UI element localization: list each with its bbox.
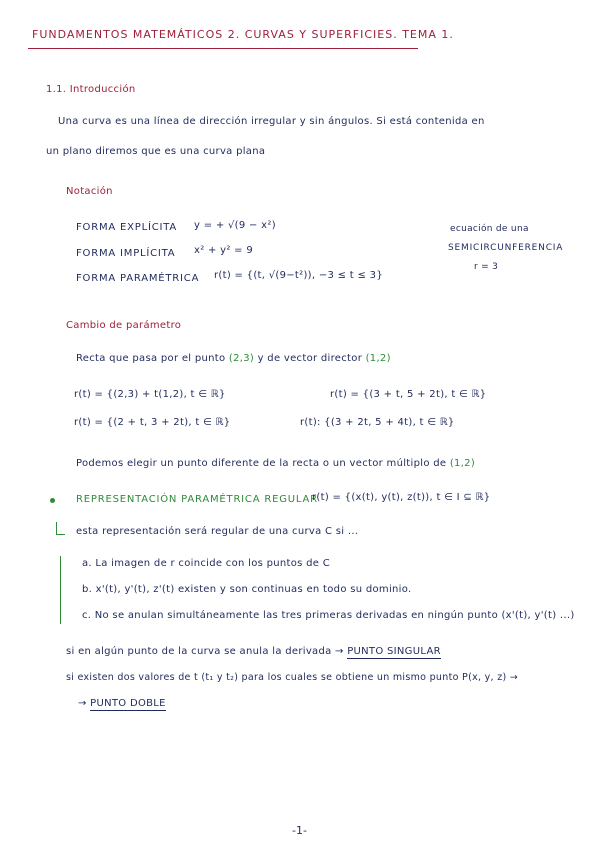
singular-line	[66, 646, 441, 657]
doble-line	[78, 698, 166, 709]
forma-implicita-label: FORMA IMPLÍCITA	[76, 248, 176, 259]
recta-punto: (2,3)	[228, 353, 255, 364]
cambio-title: Cambio de parámetro	[66, 320, 182, 331]
param-eq-1: r(t) = {(2,3) + t(1,2), t ∈ ℝ}	[74, 389, 226, 400]
forma-explicita-label: FORMA EXPLÍCITA	[76, 222, 178, 233]
notacion-title: Notación	[66, 186, 113, 197]
corner-arrow-icon	[56, 522, 65, 535]
singular-text: si en algún punto de la curva se anula la derivada →	[66, 646, 344, 657]
intro-line-1: Una curva es una línea de dirección irregular y sin ángulos. Si está contenida en	[58, 116, 485, 127]
regular-label: REPRESENTACIÓN PARAMÉTRICA REGULAR	[76, 494, 318, 505]
param-eq-2: r(t) = {(3 + t, 5 + 2t), t ∈ ℝ}	[330, 389, 487, 400]
side-note-line-2: SEMICIRCUNFERENCIA	[448, 243, 564, 253]
conditions-bracket	[60, 556, 61, 624]
recta-vector: (1,2)	[365, 353, 391, 364]
param-eq-3: r(t) = {(2 + t, 3 + 2t), t ∈ ℝ}	[74, 417, 231, 428]
doble-text: si existen dos valores de t (t₁ y t₂) para los cuales se obtiene un mismo punto P(x, y, z) →	[66, 672, 519, 683]
recta-vector-text: y de vector director	[257, 353, 363, 364]
recta-line	[76, 353, 391, 364]
elegir-line	[76, 458, 475, 469]
side-note-line-1: ecuación de una	[450, 224, 529, 234]
punto-singular-label: PUNTO SINGULAR	[347, 646, 441, 657]
condition-a: a. La imagen de r coincide con los puntos de C	[82, 558, 331, 569]
condition-c: c. No se anulan simultáneamente las tres primeras derivadas en ningún punto (x'(t), y'(t) ...)	[82, 610, 575, 621]
forma-explicita-equation: y = + √(9 − x²)	[194, 220, 276, 231]
forma-parametrica-label: FORMA PARAMÉTRICA	[76, 273, 200, 284]
bullet-dot	[50, 498, 55, 503]
forma-implicita-equation: x² + y² = 9	[194, 245, 253, 256]
header-rule	[28, 48, 418, 49]
section-title: 1.1. Introducción	[46, 84, 136, 95]
punto-doble-label: PUNTO DOBLE	[90, 698, 166, 709]
side-note-line-3: r = 3	[474, 262, 499, 272]
param-eq-4: r(t): {(3 + 2t, 5 + 4t), t ∈ ℝ}	[300, 417, 455, 428]
recta-text: Recta que pasa por el punto	[76, 353, 226, 364]
page-header-title: FUNDAMENTOS MATEMÁTICOS 2. CURVAS Y SUPERFICIES. TEMA 1.	[32, 28, 454, 41]
page-number: -1-	[292, 824, 307, 837]
doble-arrow-icon: →	[78, 698, 87, 709]
regular-equation: r(t) = {(x(t), y(t), z(t)), t ∈ I ⊆ ℝ}	[312, 492, 491, 503]
elegir-text: Podemos elegir un punto diferente de la recta o un vector múltiplo de	[76, 458, 447, 469]
elegir-vector: (1,2)	[449, 458, 476, 469]
forma-parametrica-equation: r(t) = {(t, √(9−t²)), −3 ≤ t ≤ 3}	[214, 270, 383, 281]
intro-line-2: un plano diremos que es una curva plana	[46, 146, 266, 157]
regular-intro: esta representación será regular de una curva C si ...	[76, 526, 359, 537]
condition-b: b. x'(t), y'(t), z'(t) existen y son continuas en todo su dominio.	[82, 584, 412, 595]
